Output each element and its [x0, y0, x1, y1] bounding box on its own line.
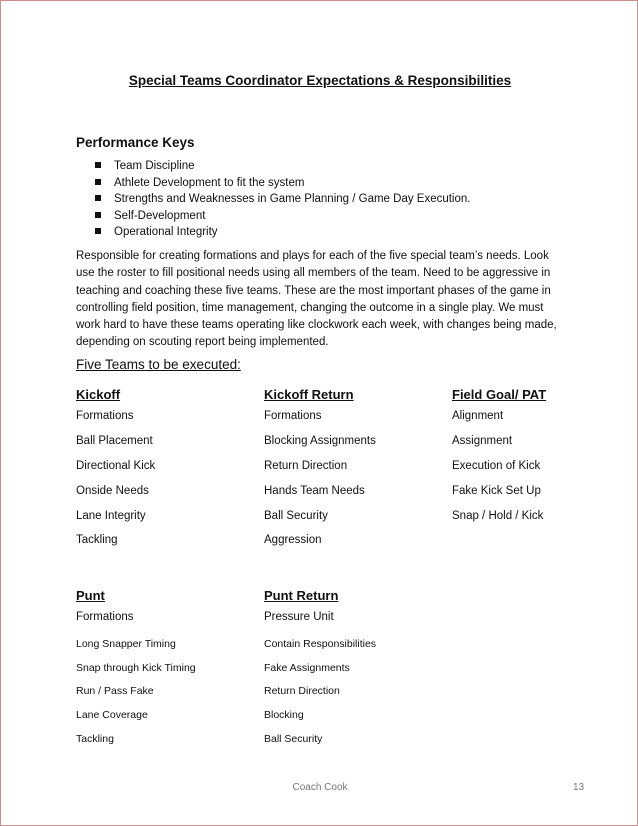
performance-keys-heading: Performance Keys	[76, 135, 195, 150]
square-bullet-icon	[95, 212, 101, 218]
footer-author: Coach Cook	[292, 782, 348, 793]
team-item: Hands Team Needs	[264, 484, 365, 497]
team-item: Formations	[76, 410, 134, 422]
team-column-kickoff-return	[264, 387, 376, 558]
team-item: Onside Needs	[76, 484, 149, 497]
team-item: Tackling	[76, 534, 118, 547]
team-item: Fake Kick Set Up	[452, 484, 541, 497]
square-bullet-icon	[95, 179, 101, 185]
team-item: Alignment	[452, 410, 504, 422]
team-item: Aggression	[264, 534, 322, 547]
team-item: Blocking	[264, 709, 304, 722]
list-item: Athlete Development to fit the system	[95, 175, 470, 192]
page-number: 13	[573, 782, 585, 793]
team-item: Ball Security	[264, 732, 323, 745]
team-item: Ball Security	[264, 509, 328, 522]
team-item: Formations	[76, 611, 134, 623]
list-item: Strengths and Weaknesses in Game Planning / Game Day Execution.	[95, 191, 470, 208]
performance-keys-list	[95, 158, 470, 241]
team-column-punt-return-details	[264, 637, 376, 755]
list-item: Self-Development	[95, 208, 470, 225]
list-item: Team Discipline	[95, 158, 470, 175]
five-teams-heading: Five Teams to be executed:	[76, 357, 241, 372]
team-column-kickoff	[76, 387, 155, 558]
team-column-field-goal	[452, 387, 546, 533]
team-item: Pressure Unit	[264, 611, 334, 623]
team-item: Snap through Kick Timing	[76, 661, 196, 674]
team-item: Long Snapper Timing	[76, 638, 176, 650]
team-heading: Field Goal/ PAT	[452, 387, 547, 402]
team-column-punt-details	[76, 637, 196, 755]
team-column-punt	[76, 588, 134, 635]
team-column-punt-return	[264, 588, 338, 635]
team-item: Return Direction	[264, 459, 348, 472]
square-bullet-icon	[95, 195, 101, 201]
team-item: Contain Responsibilities	[264, 638, 377, 650]
team-heading: Kickoff	[76, 387, 121, 402]
team-item: Blocking Assignments	[264, 434, 376, 447]
team-item: Execution of Kick	[452, 459, 541, 472]
team-item: Lane Coverage	[76, 709, 148, 722]
responsibility-paragraph: Responsible for creating formations and plays for each of the five special team’s needs. Look use the roster to fill positional needs using all members of the team. Need to be aggressive in teaching and coaching these five teams. These are the most important phases of the game in controlling field position, time management, changing the outcome in a single play. We must work hard to have these teams operating like clockwork each week, with changes being made, depending on scouting report being implemented.	[76, 250, 557, 349]
page-title: Special Teams Coordinator Expectations & Responsibilities	[128, 73, 512, 88]
team-item: Ball Placement	[76, 434, 153, 447]
team-item: Directional Kick	[76, 459, 156, 472]
team-item: Assignment	[452, 434, 513, 447]
team-item: Run / Pass Fake	[76, 685, 154, 698]
list-item: Operational Integrity	[95, 224, 470, 241]
team-item: Return Direction	[264, 685, 340, 698]
team-item: Formations	[264, 410, 322, 422]
square-bullet-icon	[95, 228, 101, 234]
team-item: Lane Integrity	[76, 509, 146, 522]
team-heading: Kickoff Return	[264, 387, 354, 402]
team-item: Snap / Hold / Kick	[452, 509, 544, 522]
square-bullet-icon	[95, 162, 101, 168]
team-item: Tackling	[76, 732, 114, 745]
team-item: Fake Assignments	[264, 661, 350, 674]
team-heading: Punt Return	[264, 588, 339, 603]
team-heading: Punt	[76, 588, 105, 603]
